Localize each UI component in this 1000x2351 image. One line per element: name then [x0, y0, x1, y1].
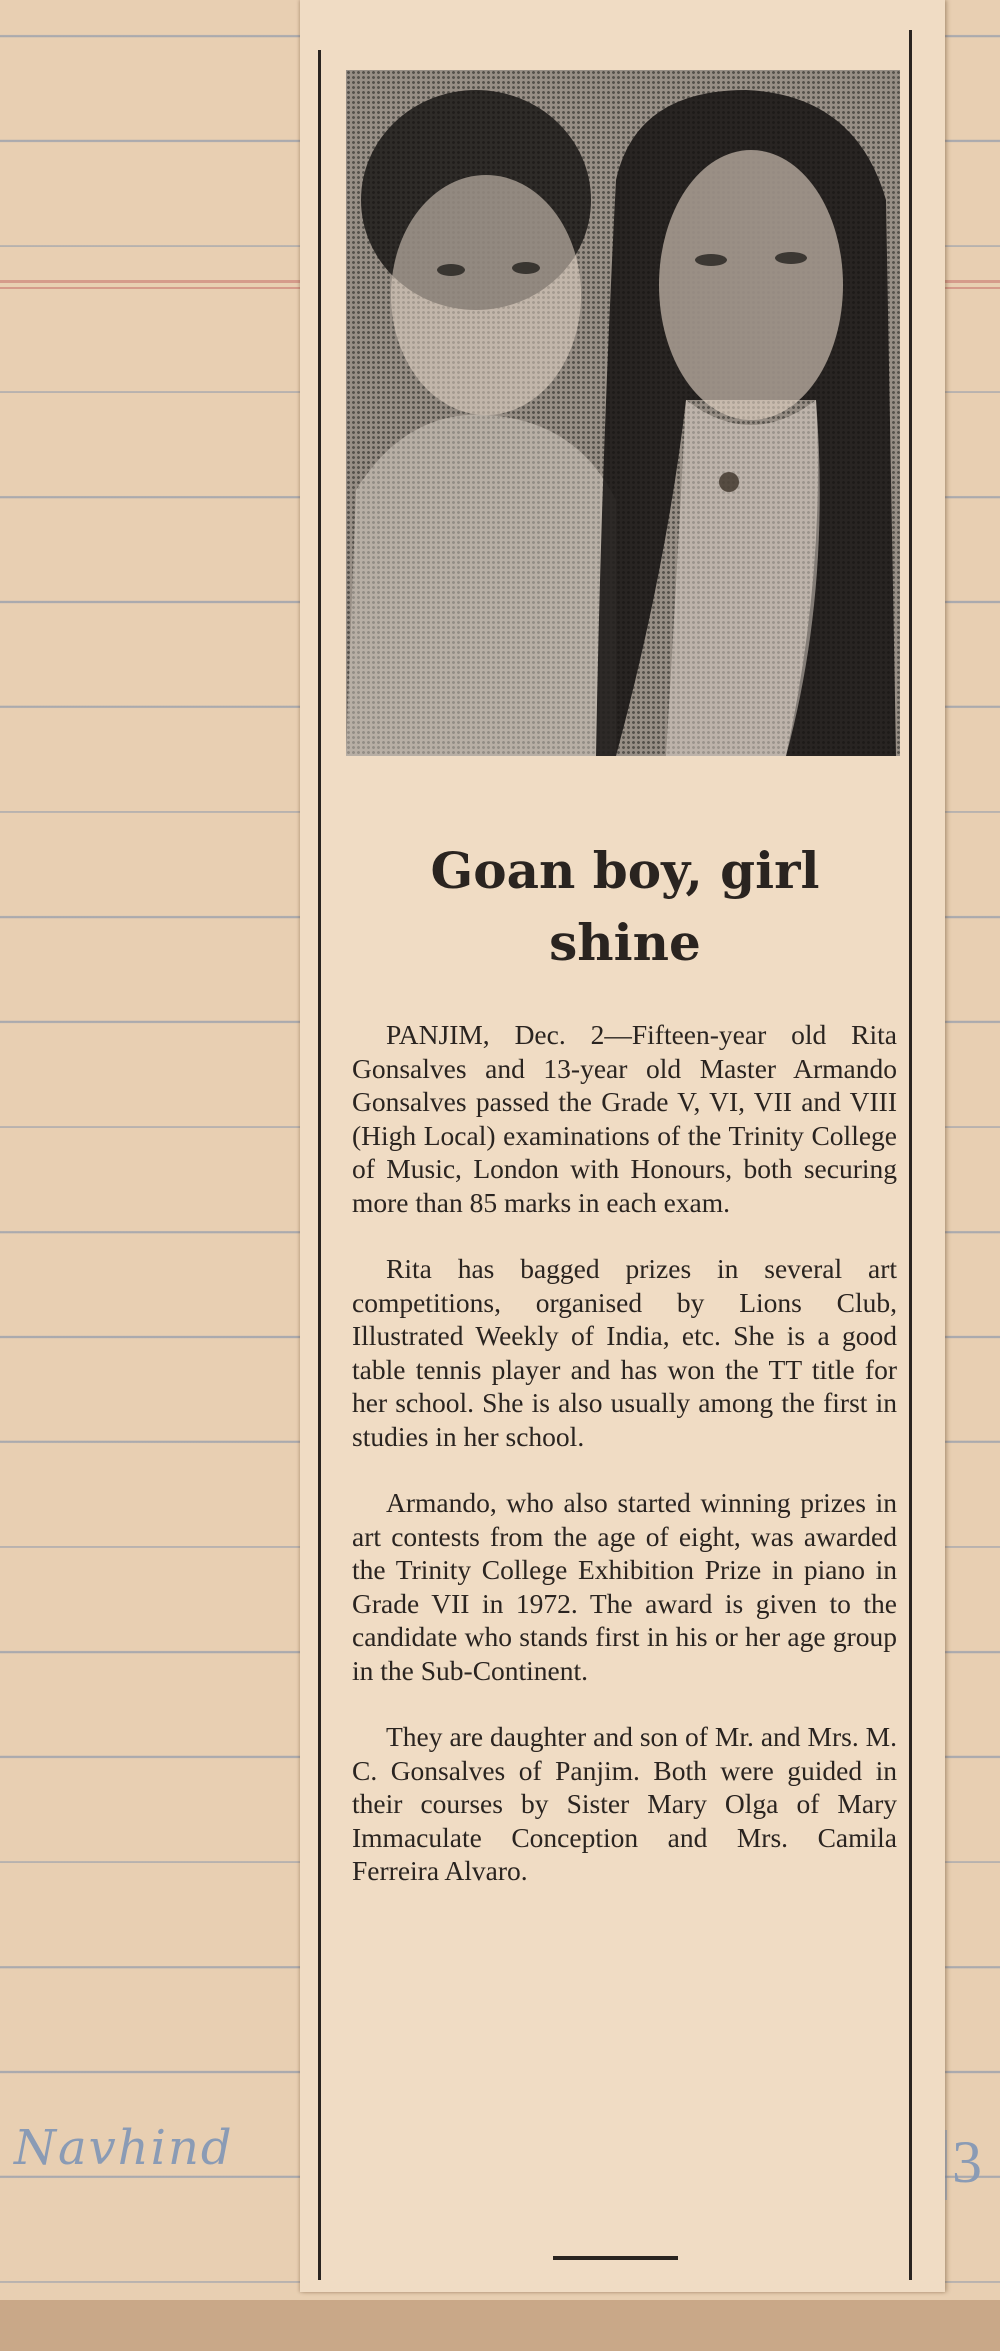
article-paragraph: They are daughter and son of Mr. and Mrs. M. C. Gonsalves of Panjim. Both were guided in their courses by Sister Mary Olga of Mary Immaculate Conception and Mrs. Camila Ferreira Alvaro. — [352, 1721, 897, 1886]
end-rule — [553, 2256, 678, 2260]
column-rule-right — [909, 30, 912, 2280]
headline-line-1: Goan boy, girl — [430, 841, 820, 900]
girl-face — [659, 150, 843, 420]
boy-face — [391, 175, 581, 415]
headline — [350, 835, 900, 979]
newspaper-clipping — [300, 0, 945, 2292]
handwritten-source-note: Navhind — [14, 2120, 234, 2176]
article-paragraph: Rita has bagged prizes in several art competitions, organised by Lions Club, Illustrated Weekly of India, etc. She is a good table tennis player and has won the TT title for her school. She is also usually among the first in studies in her school. — [352, 1253, 897, 1452]
column-rule-left — [318, 50, 321, 2280]
ledger-page-edge — [0, 2300, 1000, 2351]
headline-line-2: shine — [549, 913, 701, 972]
photo-portraits — [346, 70, 900, 756]
boy-shirt — [346, 415, 616, 756]
halftone-photo — [346, 70, 900, 756]
girl-dress — [666, 400, 820, 756]
article-body — [352, 1018, 897, 1921]
page-number: 3 — [952, 2129, 982, 2195]
article-paragraph: PANJIM, Dec. 2—Fifteen-year old Rita Gonsalves and 13-year old Master Armando Gonsalves passed the Grade V, VI, VII and VIII (High Local) examinations of the Trinity College of Music, London with Honours, both securing more than 85 marks in each exam. — [352, 1019, 897, 1218]
article-paragraph: Armando, who also started winning prizes in art contests from the age of eight, was awarded the Trinity College Exhibition Prize in piano in Grade VII in 1972. The award is given to the candidate who stands first in his or her age group in the Sub-Continent. — [352, 1487, 897, 1686]
